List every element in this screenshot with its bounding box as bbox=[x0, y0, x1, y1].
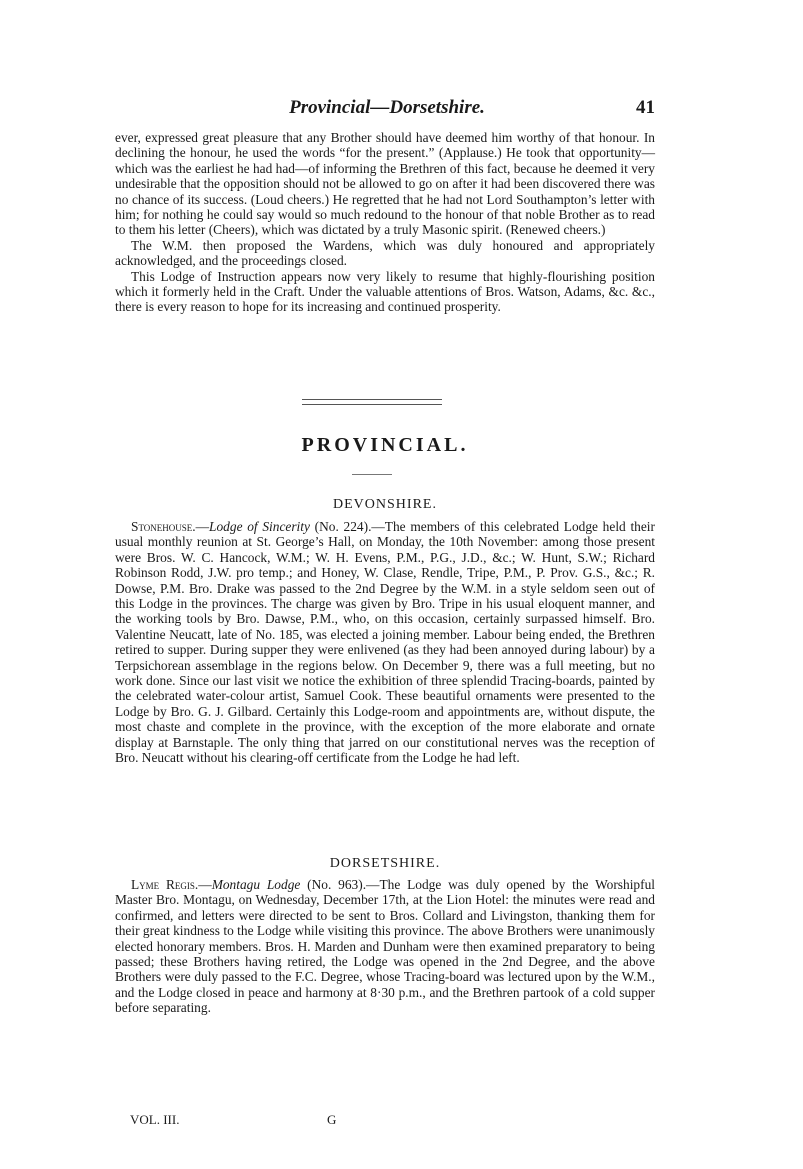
report-text: (No. 963).—The Lodge was duly opened by the Worshipful Master Bro. Montagu, on Wednesday, December 17th, at the Lion Hotel: the minutes were read and confirmed, and letters were directed to be sent to Bros. Collard and Livingston, thanking them for their great kindness to the Lodge while visiting this province. The above Brothers were unanimously elected honorary members. Bros. H. Marden and Dunham were then examined preparatory to being passed; these Brothers having retired, the Lodge was opened in the 2nd Degree, and the above Brothers were duly passed to the F.C. Degree, whose Tracing-board was lectured upon by the W.M., and the Lodge closed in peace and harmony at 8·30 p.m., and the Brethren partook of a cold supper before separating. bbox=[115, 877, 655, 1016]
dorsetshire-report bbox=[115, 877, 655, 1016]
devonshire-report bbox=[115, 519, 655, 766]
lodge-name: Montagu Lodge bbox=[211, 877, 301, 892]
place-name: Lyme Regis. bbox=[131, 877, 199, 892]
paragraph: Lyme Regis.—Montagu Lodge (No. 963).—The Lodge was duly opened by the Worshipful Master Bro. Montagu, on Wednesday, December 17th, at the Lion Hotel: the minutes were read and confirmed, and letters were directed to be sent to Bros. Collard and Livingston, thanking them for their great kindness to the Lodge while visiting this province. The above Brothers were unanimously elected honorary members. Bros. H. Marden and Dunham were then examined preparatory to being passed; these Brothers having retired, the Lodge was opened in the 2nd Degree, and the above Brothers were duly passed to the F.C. Degree, whose Tracing-board was lectured upon by the W.M., and the Lodge closed in peace and harmony at 8·30 p.m., and the Brethren partook of a cold supper before separating. bbox=[115, 877, 655, 1016]
page-number: 41 bbox=[636, 97, 655, 118]
paragraph: ever, expressed great pleasure that any Brother should have deemed him worthy of that honour. In declining the honour, he used the words “for the present.” (Applause.) He took that opportunity—which was the earliest he had had—of informing the Brethren of this fact, because he deemed it very undesirable that the opposition should not be allowed to go on after it had been discovered there was no chance of its success. (Loud cheers.) He regretted that he had not Lord Southampton’s letter with him; for nothing he could say would so much redound to the honour of that noble Brother as to read to them his letter (Cheers), which was dictated by a truly Masonic spirit. (Renewed cheers.) bbox=[115, 130, 655, 238]
continuation-text bbox=[115, 130, 655, 315]
report-text: (No. 224).—The members of this celebrated Lodge held their usual monthly reunion at St. George’s Hall, on Monday, the 10th November: among those present were Bros. W. C. Hancock, W.M.; W. H. Evens, P.M., P.G., J.D., &c.; W. Hunt, S.W.; Richard Robinson Rodd, J.W. pro temp.; and Honey, W. Clase, Rendle, Tripe, P.M., P. Prov. G.S., &c.; R. Dowse, P.M. Bro. Drake was passed to the 2nd Degree by the W.M. in a style seldom seen out of this Lodge in the provinces. The charge was given by Bro. Tripe in his usual eloquent manner, and the working tools by Bro. Dawse, P.M., who, on this occasion, certainly surpassed himself. Bro. Valentine Neucatt, late of No. 185, was elected a joining member. Labour being ended, the Brethren retired to supper. During supper they were enlivened (as they had been annoyed during labour) by a Terpsichorean assemblage in the regions below. On December 9, there was a full meeting, but no work done. Since our last visit we notice the exhibition of three splendid Tracing-boards, painted by the celebrated water-colour artist, Samuel Cook. These beautiful ornaments were presented to the Lodge by Bro. G. J. Gilbard. Certainly this Lodge-room and appointments are, without dispute, the most chaste and complete in the province, with the exception of the more elaborate and ornate display at Barnstaple. The only thing that jarred on our constitutional nerves was the reception of Bro. Neucatt without his clearing-off certificate from the Lodge he had left. bbox=[115, 519, 655, 766]
signature-mark: G bbox=[327, 1112, 337, 1127]
footer bbox=[130, 1112, 530, 1128]
paragraph: Stonehouse.—Lodge of Sincerity (No. 224).—The members of this celebrated Lodge held their usual monthly reunion at St. George’s Hall, on Monday, the 10th November: among those present were Bros. W. C. Hancock, W.M.; W. H. Evens, P.M., P.G., J.D., &c.; W. Hunt, S.W.; Richard Robinson Rodd, J.W. pro temp.; and Honey, W. Clase, Rendle, Tripe, P.M., P. Prov. G.S., &c.; R. Dowse, P.M. Bro. Drake was passed to the 2nd Degree by the W.M. in a style seldom seen out of this Lodge in the provinces. The charge was given by Bro. Tripe in his usual eloquent manner, and the working tools by Bro. Dawse, P.M., who, on this occasion, certainly surpassed himself. Bro. Valentine Neucatt, late of No. 185, was elected a joining member. Labour being ended, the Brethren retired to supper. During supper they were enlivened (as they had been annoyed during labour) by a Terpsichorean assemblage in the regions below. On December 9, there was a full meeting, but no work done. Since our last visit we notice the exhibition of three splendid Tracing-boards, painted by the celebrated water-colour artist, Samuel Cook. These beautiful ornaments were presented to the Lodge by Bro. G. J. Gilbard. Certainly this Lodge-room and appointments are, without dispute, the most chaste and complete in the province, with the exception of the more elaborate and ornate display at Barnstaple. The only thing that jarred on our constitutional nerves was the reception of Bro. Neucatt without his clearing-off certificate from the Lodge he had left. bbox=[115, 519, 655, 766]
volume-label: VOL. III. bbox=[130, 1112, 180, 1127]
place-name: Stonehouse. bbox=[131, 519, 196, 534]
lodge-name: Lodge of Sincerity bbox=[209, 519, 310, 534]
paragraph: The W.M. then proposed the Wardens, which was duly honoured and appropriately acknowledged, and the proceedings closed. bbox=[115, 237, 655, 269]
section-title: PROVINCIAL. bbox=[301, 434, 469, 456]
short-divider bbox=[352, 474, 392, 475]
running-title: Provincial—Dorsetshire. bbox=[289, 97, 485, 118]
dorsetshire-heading: DORSETSHIRE. bbox=[329, 856, 441, 871]
section-divider bbox=[302, 399, 442, 405]
paragraph: This Lodge of Instruction appears now very likely to resume that highly-flourishing position which it formerly held in the Craft. Under the valuable attentions of Bros. Watson, Adams, &c. &c., there is every reason to hope for its increasing and continued prosperity. bbox=[115, 268, 655, 315]
devonshire-heading: DEVONSHIRE. bbox=[333, 497, 437, 512]
